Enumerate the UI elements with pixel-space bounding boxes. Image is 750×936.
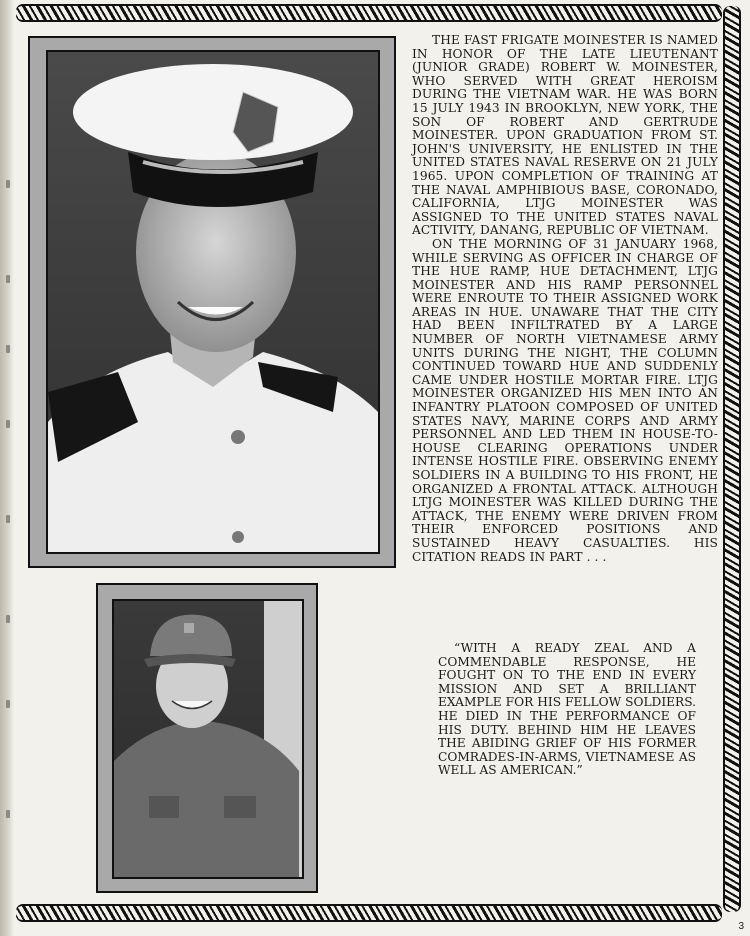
page-binding xyxy=(0,0,14,936)
rope-border-right xyxy=(723,6,741,912)
naval-officer-portrait-icon xyxy=(48,52,378,552)
rope-border-bottom xyxy=(16,904,722,922)
page-number: 3 xyxy=(738,921,744,932)
citation-quote xyxy=(438,642,696,778)
rope-border-top xyxy=(16,4,722,22)
portrait-frame xyxy=(28,36,396,568)
article-paragraph-biography: THE FAST FRIGATE MOINESTER IS NAMED IN HONOR OF THE LATE LIEUTENANT (JUNIOR GRADE) ROBERT W. MOINESTER, WHO SERVED WITH GREAT HEROISM DURING THE VIETNAM WAR. HE WAS BORN 15 JULY 1943 IN BROOKLYN, NEW YORK, THE SON OF ROBERT AND GERTRUDE MOINESTER. UPON GRADUATION FROM ST. JOHN'S UNIVERSITY, HE ENLISTED IN THE UNITED STATES NAVAL RESERVE ON 21 JULY 1965. UPON COMPLETION OF TRAINING AT THE NAVAL AMPHIBIOUS BASE, CORONADO, CALIFORNIA, LTJG MOINESTER WAS ASSIGNED TO THE UNITED STATES NAVAL ACTIVITY, DANANG, REPUBLIC OF VIETNAM. xyxy=(412,33,718,238)
soldier-in-fatigues-icon xyxy=(114,601,302,877)
portrait-photo-naval-officer xyxy=(46,50,380,554)
citation-quote-text: “WITH A READY ZEAL AND A COMMENDABLE RESPONSE, HE FOUGHT ON TO THE END IN EVERY MISSION AND SET A BRILLIANT EXAMPLE FOR HIS FELLOW SOLDIERS. HE DIED IN THE PERFORMANCE OF HIS DUTY. BEHIND HIM HE LEAVES THE ABIDING GRIEF OF HIS FORMER COMRADES-IN-ARMS, VIETNAMESE AS WELL AS AMERICAN.” xyxy=(438,641,696,778)
article-paragraph-action: ON THE MORNING OF 31 JANUARY 1968, WHILE SERVING AS OFFICER IN CHARGE OF THE HUE RAMP, HUE DETACHMENT, LTJG MOINESTER AND HIS RAMP PERSONNEL WERE ENROUTE TO THEIR ASSIGNED WORK AREAS IN HUE. UNAWARE THAT THE CITY HAD BEEN INFILTRATED BY A LARGE NUMBER OF NORTH VIETNAMESE ARMY UNITS DURING THE NIGHT, THE COLUMN CONTINUED TOWARD HUE AND SUDDENLY CAME UNDER HOSTILE MORTAR FIRE. LTJG MOINESTER ORGANIZED HIS MEN INTO AN INFANTRY PLATOON COMPOSED OF UNITED STATES NAVY, MARINE CORPS AND ARMY PERSONNEL AND LED THEM IN HOUSE-TO-HOUSE CLEARING OPERATIONS UNDER INTENSE HOSTILE FIRE. OBSERVING ENEMY SOLDIERS IN A BUILDING TO HIS FRONT, HE ORGANIZED A FRONTAL ATTACK. ALTHOUGH LTJG MOINESTER WAS KILLED DURING THE ATTACK, THE ENEMY WERE DRIVEN FROM THEIR ENFORCED POSITIONS AND SUSTAINED HEAVY CASUALTIES. HIS CITATION READS IN PART . . . xyxy=(412,236,718,564)
field-photo-soldier xyxy=(112,599,304,879)
article-body xyxy=(412,34,718,564)
field-photo-frame xyxy=(96,583,318,893)
